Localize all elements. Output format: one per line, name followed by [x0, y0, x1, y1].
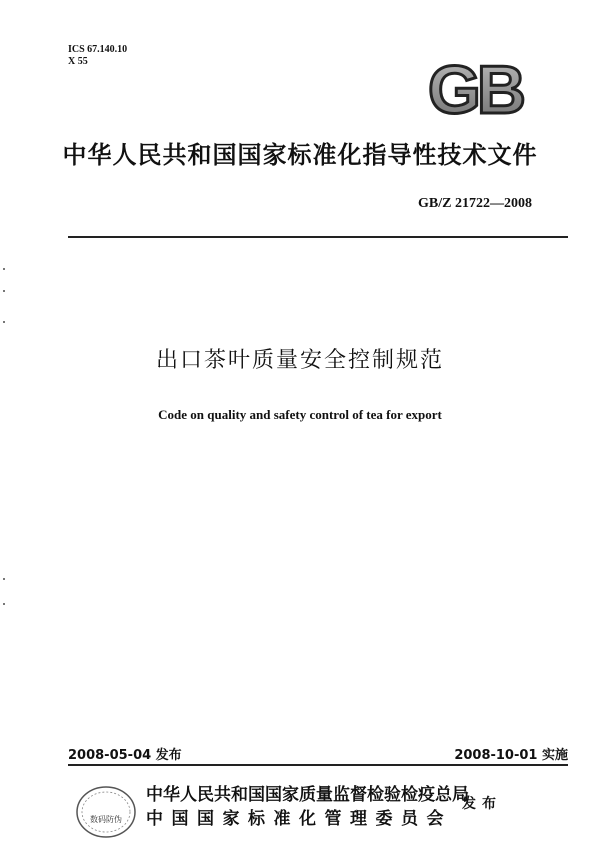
title-english: Code on quality and safety control of tea for export	[158, 407, 442, 422]
header-divider	[68, 236, 568, 238]
ccs-code: X 55	[68, 56, 88, 67]
implementation-date: 2008-10-01 实施	[454, 748, 568, 763]
issue-date: 2008-05-04 发布	[68, 748, 182, 763]
ics-code: ICS 67.140.10	[68, 44, 128, 55]
scan-mark	[3, 268, 5, 270]
issuer-sac: 中国国家标准化管理委员会	[146, 809, 452, 829]
standard-number: GB/Z 21722—2008	[418, 196, 532, 211]
title-chinese: 出口茶叶质量安全控制规范	[155, 348, 444, 373]
seal-text: 数码防伪	[90, 815, 122, 824]
scan-mark	[3, 578, 5, 580]
scan-mark	[3, 290, 5, 292]
publish-label: 发布	[462, 796, 502, 812]
classification-codes	[68, 44, 127, 68]
document-type-heading: 中华人民共和国国家标准化指导性技术文件	[62, 141, 538, 169]
footer-divider	[68, 764, 568, 766]
scan-mark	[3, 603, 5, 605]
gb-logo-text: GB	[428, 56, 522, 118]
anti-counterfeit-seal-icon	[74, 784, 138, 840]
scan-mark	[3, 321, 5, 323]
gb-logo-icon	[418, 56, 532, 118]
issuer-aqsiq: 中华人民共和国国家质量监督检验检疫总局	[146, 785, 469, 805]
